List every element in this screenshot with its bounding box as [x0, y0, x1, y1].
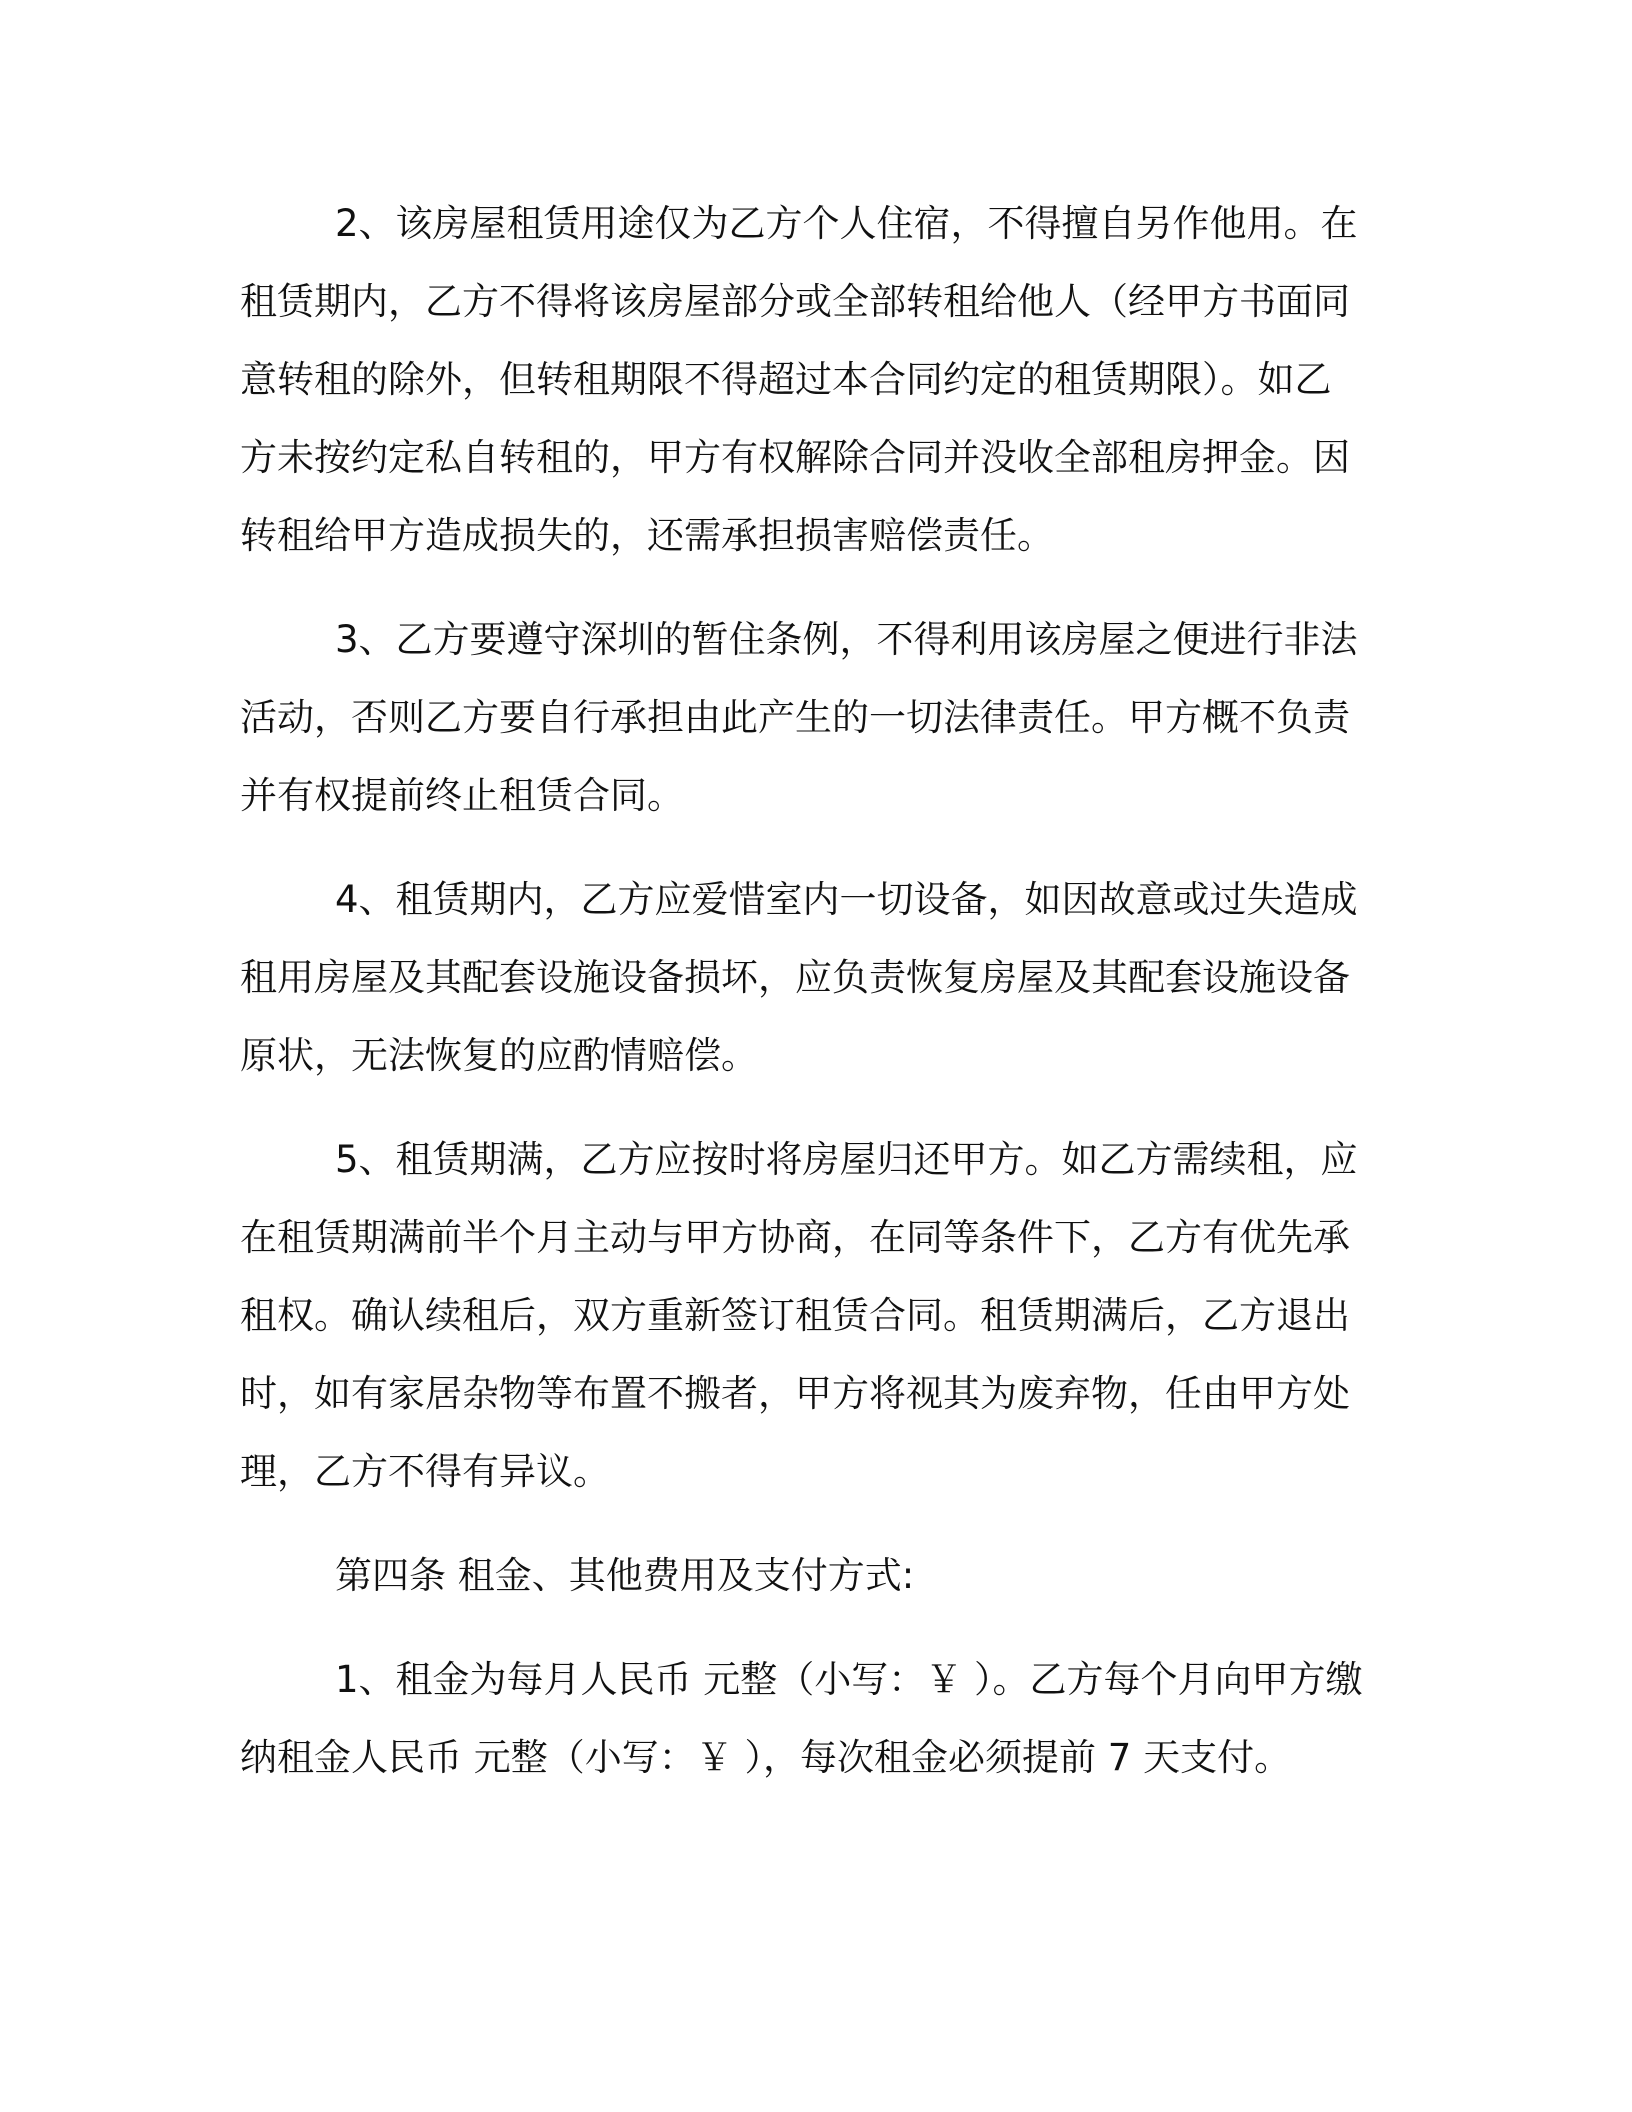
text-line: 租用房屋及其配套设施设备损坏，应负责恢复房屋及其配套设施设备: [240, 956, 1350, 999]
text-line: 方未按约定私自转租的，甲方有权解除合同并没收全部租房押金。因: [240, 436, 1350, 479]
text-line: 2、该房屋租赁用途仅为乙方个人住宿，不得擅自另作他用。在: [335, 202, 1358, 245]
article-4-heading: [240, 1537, 1370, 1615]
text-line: 时，如有家居杂物等布置不搬者，甲方将视其为废弃物，任由甲方处: [240, 1372, 1350, 1415]
clause-4-paragraph: [240, 861, 1370, 1095]
text-line: 租权。确认续租后，双方重新签订租赁合同。租赁期满后，乙方退出: [240, 1294, 1350, 1337]
text-line: 原状，无法恢复的应酌情赔偿。: [240, 1034, 758, 1077]
text-line: 3、乙方要遵守深圳的暂住条例，不得利用该房屋之便进行非法: [335, 618, 1358, 661]
clause-3-paragraph: [240, 601, 1370, 835]
text-line: 理，乙方不得有异议。: [240, 1450, 610, 1493]
clause-2-paragraph: [240, 185, 1370, 575]
text-line: 活动，否则乙方要自行承担由此产生的一切法律责任。甲方概不负责: [240, 696, 1350, 739]
text-line: 1、租金为每月人民币 元整（小写：￥ ）。乙方每个月向甲方缴: [335, 1658, 1363, 1701]
document-body: [240, 185, 1370, 1823]
text-line: 转租给甲方造成损失的，还需承担损害赔偿责任。: [240, 514, 1054, 557]
clause-5-paragraph: [240, 1121, 1370, 1511]
article-4-clause-1-paragraph: [240, 1641, 1370, 1797]
text-line: 租赁期内，乙方不得将该房屋部分或全部转租给他人（经甲方书面同: [240, 280, 1350, 323]
text-line: 4、租赁期内，乙方应爱惜室内一切设备，如因故意或过失造成: [335, 878, 1358, 921]
section-heading: 第四条 租金、其他费用及支付方式:: [335, 1554, 915, 1597]
text-line: 意转租的除外，但转租期限不得超过本合同约定的租赁期限）。如乙: [240, 358, 1332, 401]
text-line: 并有权提前终止租赁合同。: [240, 774, 684, 817]
text-line: 在租赁期满前半个月主动与甲方协商，在同等条件下，乙方有优先承: [240, 1216, 1350, 1259]
text-line: 纳租金人民币 元整（小写：￥ ），每次租金必须提前 7 天支付。: [240, 1736, 1292, 1779]
text-line: 5、租赁期满，乙方应按时将房屋归还甲方。如乙方需续租，应: [335, 1138, 1358, 1181]
